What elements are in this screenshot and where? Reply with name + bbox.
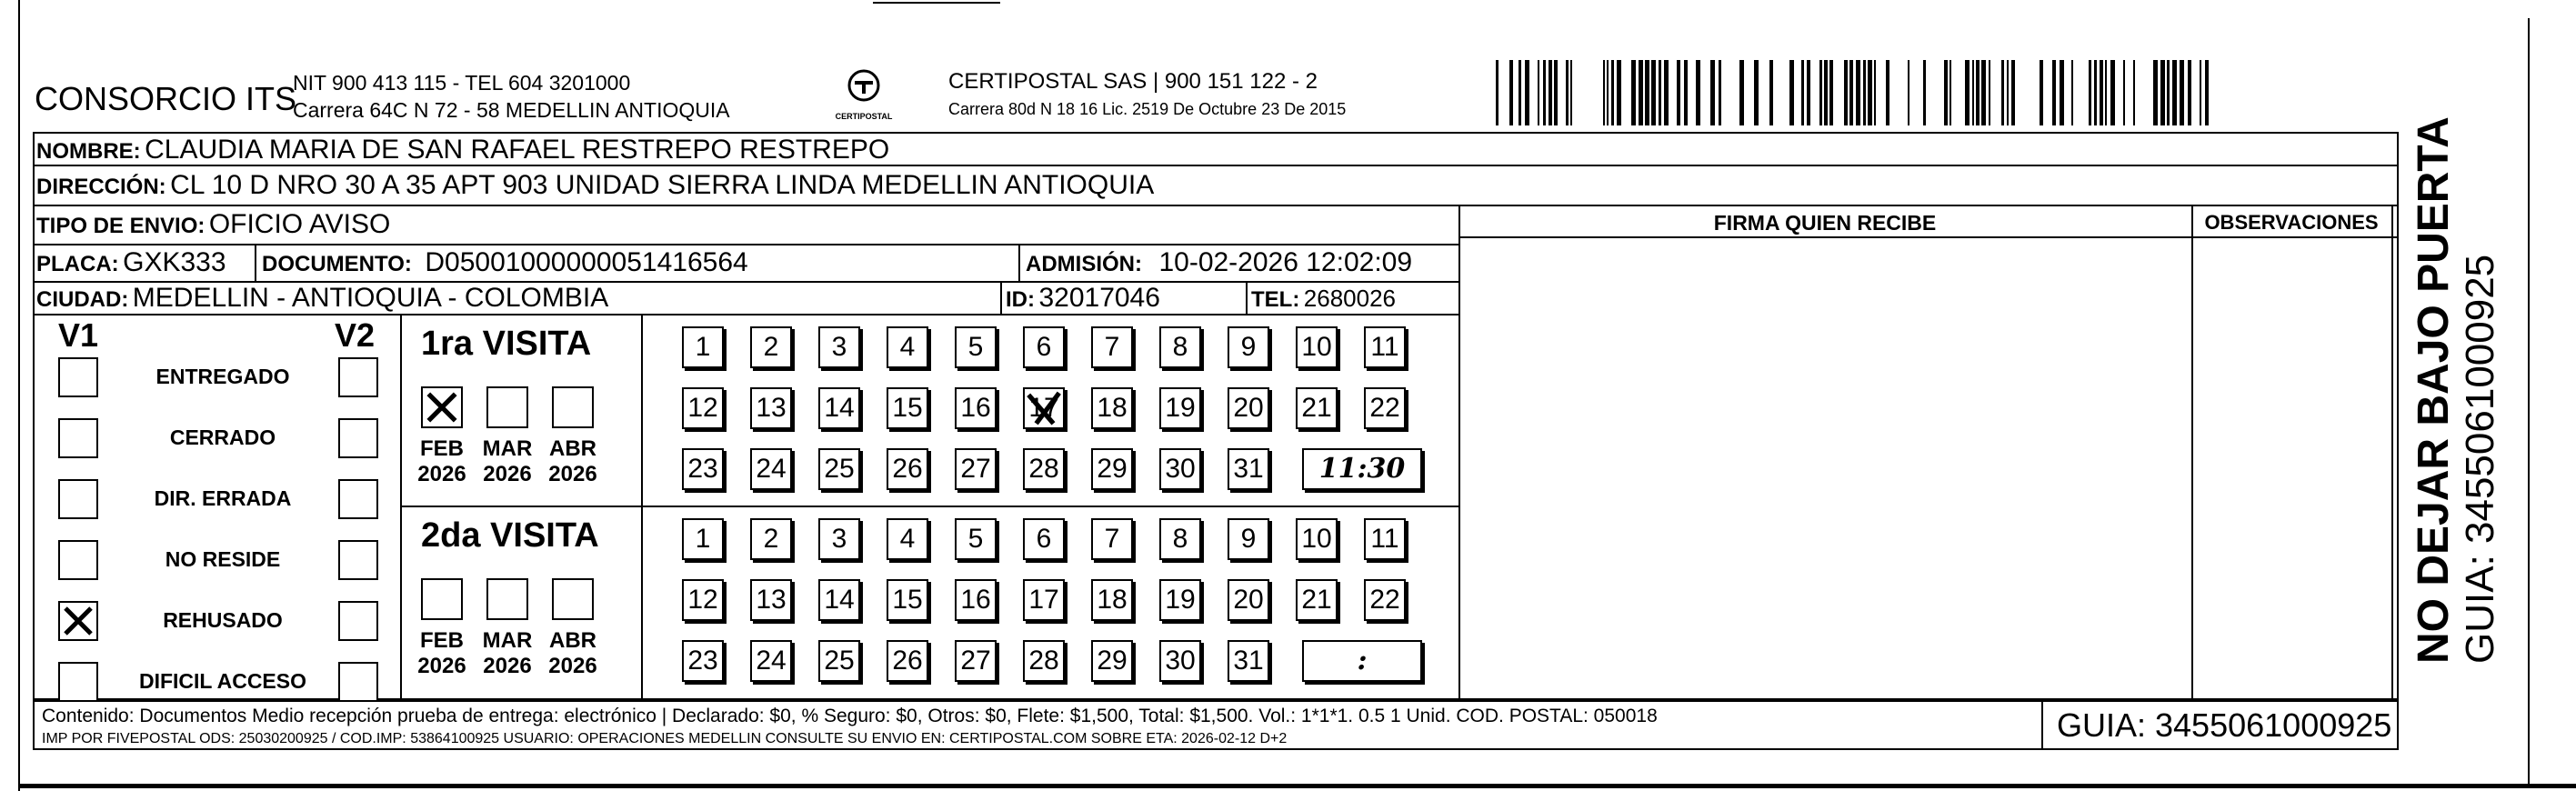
month-year: 2026 (417, 462, 466, 486)
day-checkbox[interactable]: 14 (818, 387, 860, 429)
day-checkbox[interactable]: 2 (750, 518, 792, 560)
day-checkbox[interactable]: 3 (818, 326, 860, 368)
placa-cell (36, 247, 226, 278)
v2-checkbox[interactable] (338, 357, 378, 397)
month-name: ABR (549, 436, 596, 461)
v1-checkbox[interactable] (58, 418, 98, 458)
month-name: MAR (482, 436, 533, 461)
day-checkbox[interactable]: 4 (887, 518, 928, 560)
month-name: FEB (420, 628, 464, 653)
row-divider (33, 244, 1458, 245)
status-option-label: ENTREGADO (155, 365, 290, 388)
day-checkbox[interactable]: 14 (818, 579, 860, 621)
id-cell (1006, 283, 1160, 314)
tel-value: 2680026 (1303, 285, 1397, 312)
day-checkbox[interactable]: 30 (1159, 640, 1201, 682)
day-checkbox[interactable]: 18 (1091, 387, 1133, 429)
day-checkbox[interactable]: 2 (750, 326, 792, 368)
logo-text: CERTIPOSTAL (835, 112, 893, 121)
id-value: 32017046 (1038, 283, 1160, 313)
right-edge-line (2528, 18, 2530, 784)
col-divider (1458, 205, 1460, 700)
v2-checkbox[interactable] (338, 479, 378, 519)
day-checkbox[interactable]: 30 (1159, 448, 1201, 490)
documento-label: DOCUMENTO: (262, 252, 412, 276)
month-checkbox[interactable] (421, 386, 463, 428)
nombre-row (36, 135, 889, 165)
day-checkbox[interactable]: 22 (1364, 579, 1406, 621)
visit-title: 1ra VISITA (421, 325, 592, 363)
row-divider (400, 506, 1458, 507)
row-divider (33, 314, 1458, 315)
footer-imp: IMP POR FIVEPOSTAL ODS: 25030200925 / COD.IMP: 53864100925 USUARIO: OPERACIONES MEDELLIN CONSULTE SU ENVIO EN: CERTIPOSTAL.COM SOBRE ETA: 2026-02-12 D+2 (42, 731, 1288, 746)
day-checkbox[interactable]: 15 (887, 579, 928, 621)
company-address: Carrera 64C N 72 - 58 MEDELLIN ANTIOQUIA (293, 98, 730, 122)
month-label (410, 436, 474, 487)
day-checkbox[interactable]: 12 (682, 387, 724, 429)
row-divider (33, 205, 2399, 206)
v1-checkbox[interactable] (58, 357, 98, 397)
col-divider (255, 244, 256, 281)
visit-title: 2da VISITA (421, 516, 599, 555)
day-checkbox[interactable]: 28 (1023, 640, 1065, 682)
firma-header: FIRMA QUIEN RECIBE (1713, 211, 1937, 235)
v2-checkbox[interactable] (338, 540, 378, 580)
nombre-value: CLAUDIA MARIA DE SAN RAFAEL RESTREPO RESTREPO (145, 135, 890, 165)
direccion-value: CL 10 D NRO 30 A 35 APT 903 UNIDAD SIERRA LINDA MEDELLIN ANTIOQUIA (170, 170, 1155, 200)
side-text (2410, 116, 2502, 664)
side-guia: GUIA: 3455061000925 (2458, 254, 2502, 664)
month-name: ABR (549, 628, 596, 653)
day-checkbox[interactable]: 12 (682, 579, 724, 621)
day-checkbox[interactable]: 23 (682, 640, 724, 682)
day-checkbox[interactable]: 1 (682, 518, 724, 560)
day-checkbox[interactable]: 17 (1023, 387, 1065, 429)
month-label (476, 628, 539, 679)
admision-value: 10-02-2026 12:02:09 (1158, 247, 1413, 277)
month-checkbox[interactable] (486, 578, 528, 620)
status-option-label: REHUSADO (163, 608, 283, 632)
col-divider (1018, 244, 1020, 281)
month-checkbox[interactable] (486, 386, 528, 428)
company-nit-tel: NIT 900 413 115 - TEL 604 3201000 (293, 71, 631, 95)
nombre-label: NOMBRE: (36, 139, 141, 164)
v1-checkbox[interactable] (58, 540, 98, 580)
placa-value: GXK333 (123, 247, 226, 277)
day-checkbox[interactable]: 20 (1228, 387, 1269, 429)
month-label (476, 436, 539, 487)
day-checkbox[interactable]: 5 (955, 326, 997, 368)
day-checkbox[interactable]: 9 (1228, 326, 1269, 368)
v1-header: V1 (58, 316, 99, 354)
left-edge-line (18, 0, 20, 791)
ciudad-label: CIUDAD: (36, 287, 129, 312)
top-edge-line (873, 2, 1000, 4)
time-field[interactable]: 11:30 (1302, 448, 1422, 490)
col-divider (2391, 205, 2393, 700)
day-checkbox[interactable]: 26 (887, 640, 928, 682)
day-checkbox[interactable]: 3 (818, 518, 860, 560)
month-year: 2026 (417, 654, 466, 678)
status-option-label: DIFICIL ACCESO (138, 669, 306, 693)
v1-checkbox[interactable] (58, 479, 98, 519)
day-checkbox[interactable]: 4 (887, 326, 928, 368)
day-checkbox[interactable]: 10 (1296, 518, 1338, 560)
day-checkbox[interactable]: 13 (750, 579, 792, 621)
month-label (410, 628, 474, 679)
day-checkbox[interactable]: 6 (1023, 326, 1065, 368)
month-name: MAR (482, 628, 533, 653)
day-checkbox[interactable]: 31 (1228, 640, 1269, 682)
tel-label: TEL: (1251, 287, 1300, 312)
day-checkbox[interactable]: 6 (1023, 518, 1065, 560)
tipo-label: TIPO DE ENVIO: (36, 214, 205, 238)
status-option-label: NO RESIDE (165, 547, 281, 571)
day-checkbox[interactable]: 19 (1159, 387, 1201, 429)
day-checkbox[interactable]: 22 (1364, 387, 1406, 429)
day-checkbox[interactable]: 25 (818, 640, 860, 682)
month-year: 2026 (548, 462, 597, 486)
v2-checkbox[interactable] (338, 662, 378, 702)
row-divider (1458, 236, 2399, 238)
certipostal-logo-icon (832, 67, 896, 105)
day-checkbox[interactable]: 18 (1091, 579, 1133, 621)
certipostal-company: CERTIPOSTAL SAS | 900 151 122 - 2 (948, 69, 1318, 94)
observaciones-header: OBSERVACIONES (2204, 211, 2379, 234)
documento-value: D05001000000051416564 (425, 247, 748, 277)
day-checkbox[interactable]: 28 (1023, 448, 1065, 490)
day-checkbox[interactable]: 21 (1296, 387, 1338, 429)
day-checkbox[interactable]: 19 (1159, 579, 1201, 621)
v1-checkbox[interactable] (58, 601, 98, 641)
tipo-row (36, 209, 390, 240)
direccion-label: DIRECCIÓN: (36, 175, 166, 199)
certipostal-address: Carrera 80d N 18 16 Lic. 2519 De Octubre 23 De 2015 (948, 100, 1347, 118)
day-checkbox[interactable]: 13 (750, 387, 792, 429)
day-checkbox[interactable]: 16 (955, 387, 997, 429)
day-checkbox[interactable]: 26 (887, 448, 928, 490)
day-checkbox[interactable]: 31 (1228, 448, 1269, 490)
month-year: 2026 (483, 462, 532, 486)
certipostal-logo (832, 67, 896, 122)
footer-guia: GUIA: 3455061000925 (2057, 706, 2392, 744)
day-checkbox[interactable]: 24 (750, 640, 792, 682)
day-checkbox[interactable]: 23 (682, 448, 724, 490)
admision-cell (1026, 247, 1412, 278)
day-checkbox[interactable]: 15 (887, 387, 928, 429)
id-label: ID: (1006, 287, 1035, 312)
col-divider (1246, 281, 1248, 314)
day-checkbox[interactable]: 17 (1023, 579, 1065, 621)
month-label (541, 436, 605, 487)
day-checkbox[interactable]: 11 (1364, 326, 1406, 368)
admision-label: ADMISIÓN: (1026, 252, 1142, 276)
day-checkbox[interactable]: 1 (682, 326, 724, 368)
ciudad-cell (36, 283, 608, 314)
day-checkbox[interactable]: 10 (1296, 326, 1338, 368)
day-checkbox[interactable]: 7 (1091, 518, 1133, 560)
day-checkbox[interactable]: 9 (1228, 518, 1269, 560)
time-field[interactable]: : (1302, 640, 1422, 682)
day-checkbox[interactable]: 29 (1091, 448, 1133, 490)
month-checkbox[interactable] (552, 386, 594, 428)
placa-label: PLACA: (36, 252, 119, 276)
v1-checkbox[interactable] (58, 662, 98, 702)
day-checkbox[interactable]: 24 (750, 448, 792, 490)
day-checkbox[interactable]: 29 (1091, 640, 1133, 682)
footer-contenido: Contenido: Documentos Medio recepción prueba de entrega: electrónico | Declarado: $0, % Seguro: $0, Otros: $0, Flete: $1,500, Total: $1,500. Vol.: 1*1*1. 0.5 1 Unid. COD. POSTAL: 050018 (42, 706, 1658, 726)
day-checkbox[interactable]: 25 (818, 448, 860, 490)
documento-cell (262, 247, 748, 278)
month-year: 2026 (483, 654, 532, 678)
bottom-edge-line (18, 784, 2576, 788)
direccion-row (36, 170, 1154, 201)
month-label (541, 628, 605, 679)
day-checkbox[interactable]: 8 (1159, 326, 1201, 368)
day-checkbox[interactable]: 20 (1228, 579, 1269, 621)
day-checkbox[interactable]: 27 (955, 448, 997, 490)
day-checkbox[interactable]: 7 (1091, 326, 1133, 368)
col-divider (1000, 281, 1002, 314)
day-checkbox[interactable]: 5 (955, 518, 997, 560)
v2-header: V2 (335, 316, 376, 354)
month-checkbox[interactable] (552, 578, 594, 620)
day-checkbox[interactable]: 16 (955, 579, 997, 621)
barcode (1496, 60, 2214, 125)
v2-checkbox[interactable] (338, 418, 378, 458)
ciudad-value: MEDELLIN - ANTIOQUIA - COLOMBIA (132, 283, 609, 313)
col-divider (2191, 205, 2193, 700)
tipo-value: OFICIO AVISO (208, 209, 391, 239)
status-option-label: DIR. ERRADA (154, 486, 292, 510)
day-checkbox[interactable]: 21 (1296, 579, 1338, 621)
v2-checkbox[interactable] (338, 601, 378, 641)
day-checkbox[interactable]: 11 (1364, 518, 1406, 560)
day-checkbox[interactable]: 27 (955, 640, 997, 682)
status-option-label: CERRADO (169, 426, 276, 449)
company-name: CONSORCIO ITS (35, 80, 297, 117)
month-name: FEB (420, 436, 464, 461)
tel-cell (1251, 285, 1396, 313)
day-checkbox[interactable]: 8 (1159, 518, 1201, 560)
side-warning: NO DEJAR BAJO PUERTA (2410, 116, 2458, 664)
month-year: 2026 (548, 654, 597, 678)
month-checkbox[interactable] (421, 578, 463, 620)
